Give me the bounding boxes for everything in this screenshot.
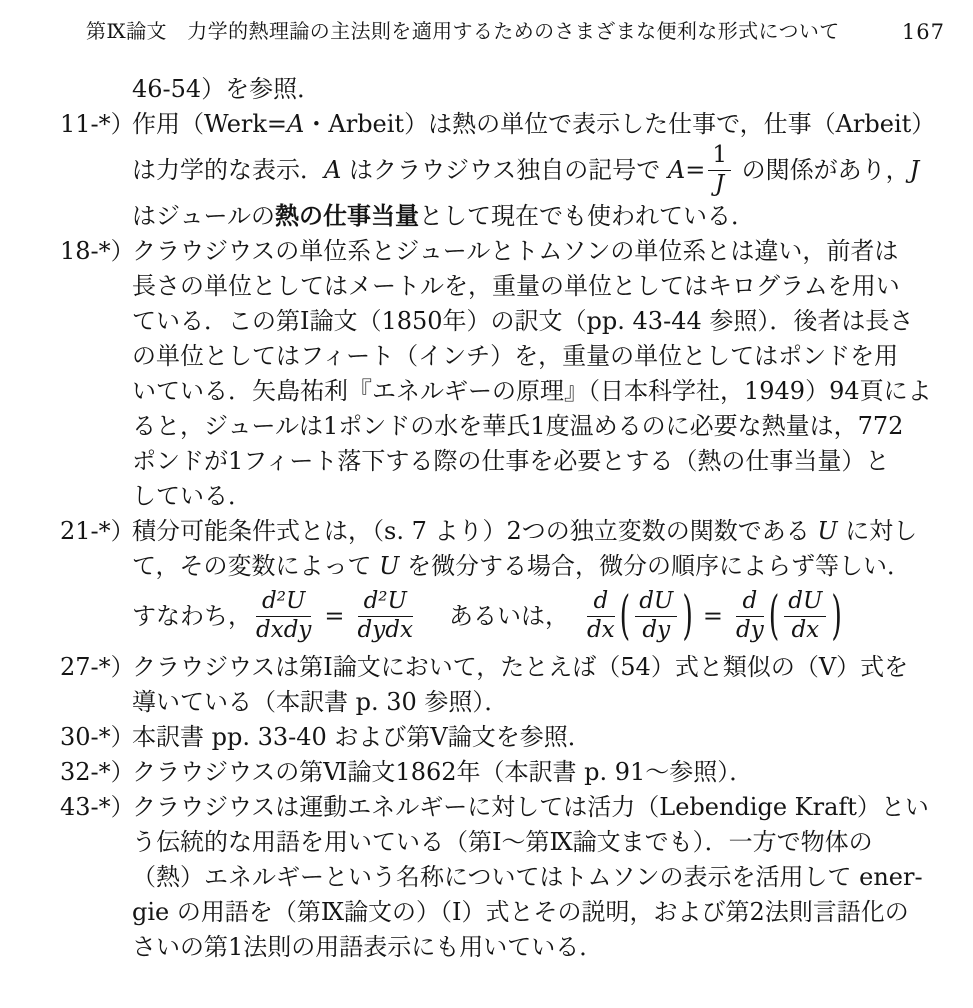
text-segment: はジュールの	[132, 201, 276, 230]
footnote-label: 30-*）	[60, 722, 135, 751]
text-segment: 積分可能条件式とは，（s. 7 より）2つの独立変数の関数である	[132, 516, 818, 545]
footnote-27	[0, 650, 973, 720]
fraction-denominator: dx	[791, 617, 820, 643]
footnote-line: 長さの単位としてはメートルを，重量の単位としてはキログラムを用い	[132, 271, 900, 300]
text-segment: として現在でも使われている．	[419, 201, 756, 230]
footnote-line: さいの第1法則の用語表示にも用いている．	[132, 932, 604, 961]
fraction-denominator: dxdy	[256, 617, 312, 643]
footnote-line	[132, 107, 973, 142]
left-paren: (	[768, 586, 780, 647]
math-variable: J	[909, 155, 920, 184]
footnote-line	[132, 199, 973, 234]
right-paren: )	[831, 586, 842, 647]
fraction-numerator: dU	[635, 589, 677, 617]
fraction-d-dy	[736, 589, 764, 644]
footnote-label: 32-*）	[60, 757, 135, 786]
fraction-d2U-dydx	[358, 589, 413, 644]
footnote-18	[0, 234, 973, 514]
right-paren: )	[682, 586, 693, 647]
footnote-line: 本訳書 pp. 33-40 および第Ⅴ論文を参照．	[132, 722, 592, 751]
math-variable: U	[379, 551, 400, 580]
footnote-43	[0, 790, 973, 965]
footnote-line	[132, 142, 973, 199]
chapter-title: 第Ⅸ論文 力学的熱理論の主法則を適用するためのさまざまな便利な形式について	[86, 19, 840, 43]
footnote-line: クラウジウスは運動エネルギーに対しては活力（Lebendige Kraft）とい	[132, 792, 929, 821]
footnote-label: 21-*）	[60, 516, 135, 545]
text-segment: の関係があり，	[733, 155, 910, 184]
footnote-32	[0, 755, 973, 790]
footnote-line: ポンドが1フィート落下する際の仕事を必要とする（熱の仕事当量）と	[132, 446, 890, 475]
formula-intro-text: すなわち，	[132, 602, 252, 630]
footnote-line: 導いている（本訳書 p. 30 参照）．	[132, 687, 509, 716]
text-segment: て，その変数によって	[132, 551, 380, 580]
text-segment: を微分する場合，微分の順序によらず等しい．	[399, 551, 912, 580]
fraction-numerator: d	[736, 589, 764, 617]
equals-sign: =	[685, 155, 706, 184]
left-paren: (	[619, 586, 631, 647]
page-number: 167	[901, 20, 945, 44]
text-segment: に対し	[837, 516, 918, 545]
footnote-line: クラウジウスの単位系とジュールとトムソンの単位系とは違い，前者は	[132, 236, 899, 265]
footnote-line: クラウジウスの第Ⅵ論文1862年（本訳書 p. 91～参照）．	[132, 757, 754, 786]
math-variable: A	[324, 155, 342, 184]
footnote-line: ている．この第Ⅰ論文（1850年）の訳文（pp. 43-44 参照）．後者は長さ	[132, 306, 914, 335]
footnote-line: クラウジウスは第Ⅰ論文において，たとえば（54）式と類似の（V）式を	[132, 652, 909, 681]
text-segment: 作用（Werk=	[132, 110, 288, 138]
fraction-numerator: d	[587, 589, 615, 617]
footnote-21	[0, 514, 973, 650]
fraction-denominator: dx	[586, 617, 615, 643]
footnote-line	[132, 549, 973, 584]
text-segment: は力学的な表示．	[132, 155, 324, 184]
footnote-line	[132, 514, 973, 549]
footnote-line: いている．矢島祐利『エネルギーの原理』（日本科学社，1949）94頁によ	[132, 376, 932, 405]
text-segment: ・Arbeit）は熱の単位で表示した仕事で，仕事（Arbeit）	[304, 110, 936, 138]
equals-sign: =	[702, 602, 723, 630]
footnote-label: 11-*）	[60, 110, 135, 138]
fraction-one-over-J	[708, 143, 731, 198]
fraction-denominator: J	[715, 170, 725, 197]
fraction-denominator: dydx	[357, 617, 413, 643]
fraction-numerator: 1	[708, 143, 731, 171]
fraction-denominator: dy	[642, 617, 671, 643]
footnotes-section	[0, 72, 973, 965]
text-segment: はクラウジウス独自の記号で	[341, 155, 668, 184]
fraction-denominator: dy	[735, 617, 764, 643]
fraction-numerator: d²U	[358, 589, 413, 617]
footnote-30	[0, 720, 973, 755]
fraction-dU-dy	[635, 589, 677, 644]
footnote-label: 18-*）	[60, 236, 135, 265]
math-variable: A	[287, 110, 305, 138]
fraction-numerator: d²U	[256, 589, 311, 617]
footnote-label: 27-*）	[60, 652, 135, 681]
fraction-d-dx	[587, 589, 615, 644]
footnote-label: 43-*）	[60, 792, 135, 821]
fraction-numerator: dU	[784, 589, 826, 617]
footnote-line: している．	[132, 481, 252, 510]
equals-sign: =	[324, 602, 345, 630]
footnote-line: gie の用語を（第Ⅸ論文の）（Ⅰ）式とその説明，および第2法則言語化の	[132, 897, 909, 926]
formula-middle-text: あるいは，	[448, 602, 569, 630]
fraction-dU-dx	[784, 589, 826, 644]
equation-line	[132, 584, 973, 650]
footnote-11	[0, 107, 973, 234]
footnote-line: ると，ジュールは1ポンドの水を華氏1度温めるのに必要な熱量は，772	[132, 411, 904, 440]
footnote-line: の単位としてはフィート（インチ）を，重量の単位としてはポンドを用	[132, 341, 899, 370]
running-head	[0, 14, 973, 44]
fraction-d2U-dxdy	[256, 589, 311, 644]
footnote-line: う伝統的な用語を用いている（第Ⅰ～第Ⅸ論文までも）．一方で物体の	[132, 827, 873, 856]
math-variable: U	[817, 516, 838, 545]
emphasized-term: 熱の仕事当量	[275, 201, 420, 230]
continued-text-line: 46-54）を参照．	[132, 75, 322, 103]
math-variable: A	[667, 155, 686, 184]
footnote-line: （熱）エネルギーという名称についてはトムソンの表示を活用して ener-	[132, 862, 923, 891]
